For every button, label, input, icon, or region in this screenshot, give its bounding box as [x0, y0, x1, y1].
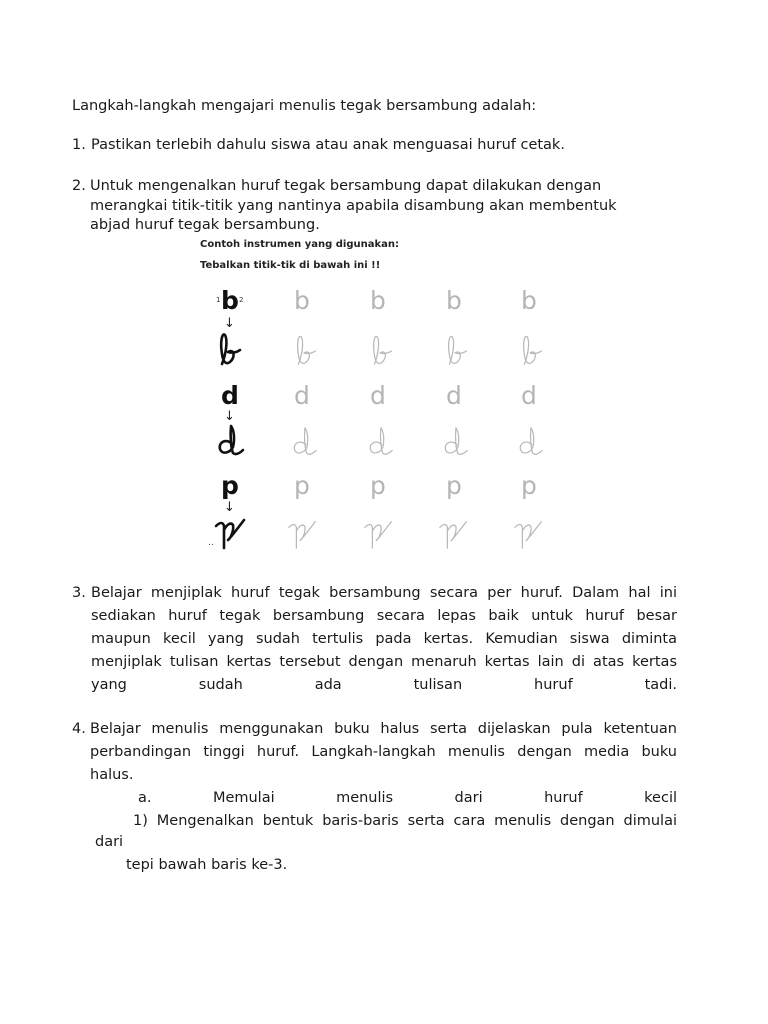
- step1-text: Pastikan terlebih dahulu siswa atau anak menguasai huruf cetak.: [91, 137, 565, 153]
- step4-number: 4.: [72, 721, 86, 737]
- letter-d-cursive-trace: [512, 426, 546, 458]
- letter-d-print-trace: d: [294, 381, 310, 410]
- letter-d-print-trace: d: [446, 381, 462, 410]
- figure-caption: Contoh instrumen yang digunakan:: [200, 239, 399, 250]
- letter-p-print-trace: p: [521, 471, 537, 500]
- letter-d-print-model: d: [221, 381, 239, 410]
- footnote-mark: ..: [208, 538, 214, 548]
- letter-p-cursive-trace: [512, 516, 546, 550]
- step4-sub-1-wrap: dari: [95, 834, 124, 850]
- step3-line: Belajar menjiplak huruf tegak bersambung secara per huruf. Dalam hal ini: [91, 585, 677, 601]
- letter-b-cursive-model: [214, 332, 244, 368]
- letter-b-print-trace: b: [370, 286, 386, 315]
- arrow-down-icon: ↓: [224, 409, 235, 424]
- letter-p-cursive-trace: [286, 516, 320, 550]
- step4-line: halus.: [90, 767, 134, 783]
- step3-line: maupun kecil yang sudah tertulis pada kertas. Kemudian siswa diminta: [91, 631, 677, 647]
- stroke-index: 1: [216, 296, 221, 304]
- step3-line: yang sudah ada tulisan huruf tadi.: [91, 677, 677, 693]
- letter-d-cursive-trace: [286, 426, 320, 458]
- step2-line: merangkai titik-titik yang nantinya apabila disambung akan membentuk: [90, 198, 617, 214]
- stroke-index: 2: [239, 296, 244, 304]
- letter-b-cursive-trace: [290, 334, 320, 368]
- step4-line: perbandingan tinggi huruf. Langkah-langkah menulis dengan media buku: [90, 744, 677, 760]
- step2-line: abjad huruf tegak bersambung.: [90, 217, 320, 233]
- letter-b-print-trace: b: [521, 286, 537, 315]
- letter-b-cursive-trace: [516, 334, 546, 368]
- step3-number: 3.: [72, 585, 86, 601]
- letter-d-cursive-model: [212, 424, 246, 458]
- letter-p-cursive-trace: [437, 516, 471, 550]
- letter-b-print-trace: b: [446, 286, 462, 315]
- letter-d-cursive-trace: [437, 426, 471, 458]
- step3-line: sediakan huruf tegak bersambung secara lepas baik untuk huruf besar: [91, 608, 677, 624]
- arrow-down-icon: ↓: [224, 316, 235, 331]
- step4-sub-a: a. Memulai menulis dari huruf kecil: [138, 790, 677, 806]
- letter-p-print-trace: p: [446, 471, 462, 500]
- letter-b-cursive-trace: [366, 334, 396, 368]
- step4-line: Belajar menulis menggunakan buku halus serta dijelaskan pula ketentuan: [90, 721, 677, 737]
- letter-p-print-trace: p: [294, 471, 310, 500]
- letter-d-cursive-trace: [362, 426, 396, 458]
- step2-line: Untuk mengenalkan huruf tegak bersambung dapat dilakukan dengan: [90, 178, 602, 194]
- letter-p-cursive-trace: [362, 516, 396, 550]
- step4-sub-1: 1) Mengenalkan bentuk baris-baris serta cara menulis dengan dimulai: [133, 813, 677, 829]
- step4-sub-1-continuation: tepi bawah baris ke-3.: [126, 857, 288, 873]
- instrument-figure: [196, 236, 556, 554]
- letter-b-print-model: b: [221, 286, 239, 315]
- letter-p-cursive-model: [214, 514, 248, 550]
- letter-d-print-trace: d: [521, 381, 537, 410]
- step1-number: 1.: [72, 137, 86, 153]
- figure-instruction: Tebalkan titik-tik di bawah ini !!: [200, 260, 381, 271]
- arrow-down-icon: ↓: [224, 500, 235, 515]
- letter-p-print-model: p: [221, 471, 239, 500]
- letter-p-print-trace: p: [370, 471, 386, 500]
- letter-b-cursive-trace: [441, 334, 471, 368]
- letter-d-print-trace: d: [370, 381, 386, 410]
- intro-text: Langkah-langkah mengajari menulis tegak bersambung adalah:: [72, 98, 537, 114]
- step3-line: menjiplak tulisan kertas tersebut dengan menaruh kertas lain di atas kertas: [91, 654, 677, 670]
- step2-number: 2.: [72, 178, 86, 194]
- letter-b-print-trace: b: [294, 286, 310, 315]
